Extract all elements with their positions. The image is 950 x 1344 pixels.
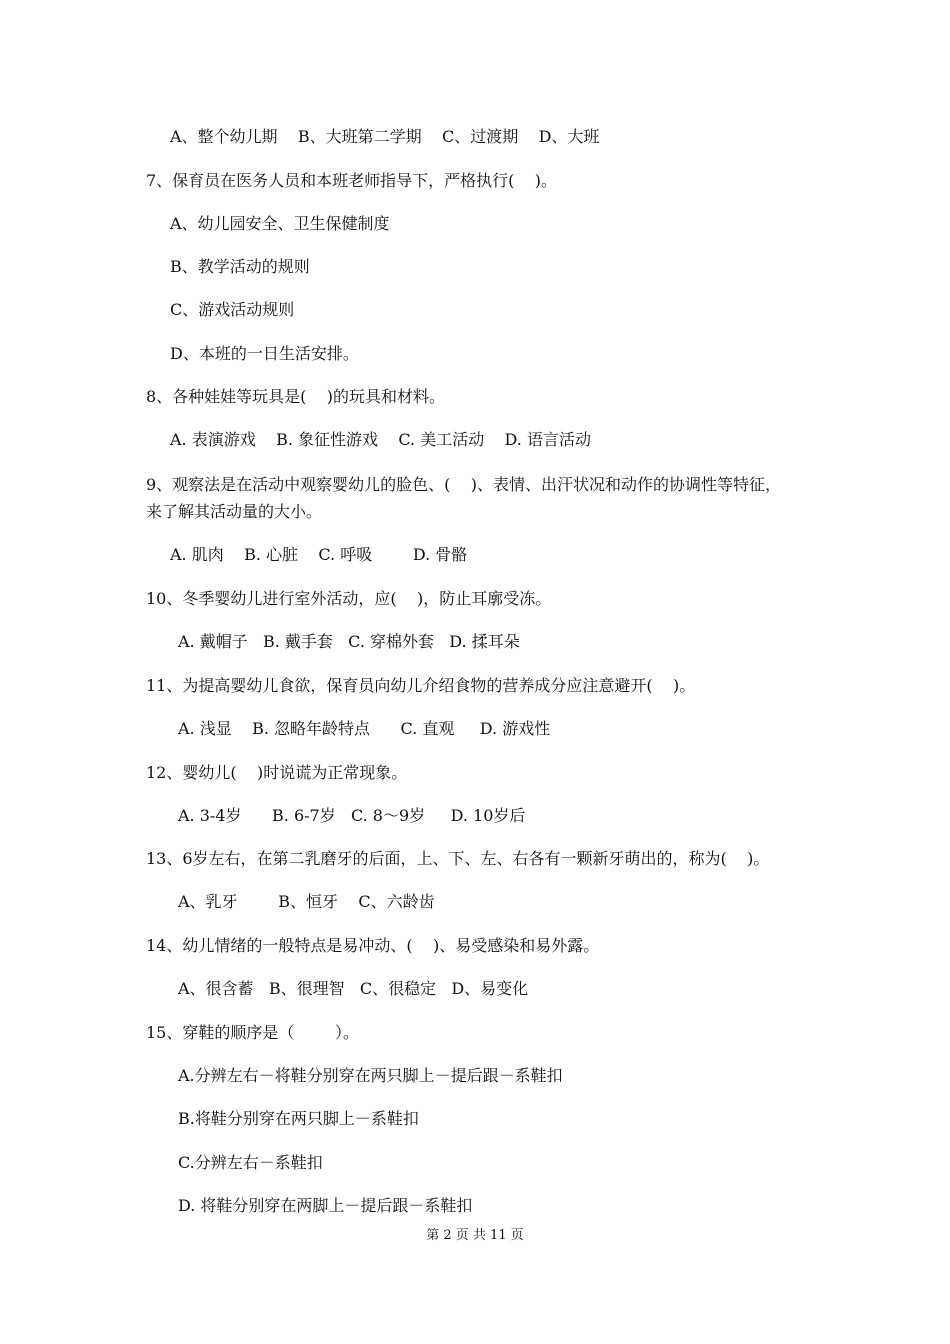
q11-options: A. 浅显 B. 忽略年龄特点 C. 直观 D. 游戏性 [178, 719, 551, 738]
q8-options: A. 表演游戏 B. 象征性游戏 C. 美工活动 D. 语言活动 [170, 430, 591, 449]
question-8: 8、各种娃娃等玩具是( )的玩具和材料。 [146, 387, 446, 406]
q15-option-a: A.分辨左右－将鞋分别穿在两只脚上－提后跟－系鞋扣 [178, 1066, 563, 1085]
question-14: 14、幼儿情绪的一般特点是易冲动、( )、易受感染和易外露。 [146, 936, 600, 955]
q7-option-d: D、本班的一日生活安排。 [170, 344, 359, 363]
question-13: 13、6岁左右，在第二乳磨牙的后面，上、下、左、右各有一颗新牙萌出的，称为( )。 [146, 849, 770, 868]
question-7: 7、保育员在医务人员和本班老师指导下，严格执行( )。 [146, 171, 558, 190]
q6-options: A、整个幼儿期 B、大班第二学期 C、过渡期 D、大班 [170, 127, 600, 146]
q12-options: A. 3-4岁 B. 6-7岁 C. 8～9岁 D. 10岁后 [178, 806, 526, 825]
question-10: 10、冬季婴幼儿进行室外活动，应( )，防止耳廓受冻。 [146, 589, 552, 608]
q10-options: A. 戴帽子 B. 戴手套 C. 穿棉外套 D. 揉耳朵 [178, 632, 520, 651]
q7-option-a: A、幼儿园安全、卫生保健制度 [170, 214, 390, 233]
page-footer: 第 2 页 共 11 页 [426, 1228, 524, 1243]
q7-option-b: B、教学活动的规则 [170, 257, 310, 276]
question-15: 15、穿鞋的顺序是（ ）。 [146, 1023, 360, 1042]
q7-option-c: C、游戏活动规则 [170, 300, 295, 319]
q14-options: A、很含蓄 B、很理智 C、很稳定 D、易变化 [178, 979, 529, 998]
question-11: 11、为提高婴幼儿食欲，保育员向幼儿介绍食物的营养成分应注意避开( )。 [146, 676, 696, 695]
question-9-line-2: 来了解其活动量的大小。 [146, 502, 323, 521]
q15-option-b: B.将鞋分别穿在两只脚上－系鞋扣 [178, 1109, 419, 1128]
question-9-line-1: 9、观察法是在活动中观察婴幼儿的脸色、( )、表情、出汗状况和动作的协调性等特征， [146, 475, 782, 494]
q15-option-d: D. 将鞋分别穿在两脚上－提后跟－系鞋扣 [178, 1196, 473, 1215]
q9-options: A. 肌肉 B. 心脏 C. 呼吸 D. 骨骼 [170, 545, 468, 564]
question-12: 12、婴幼儿( )时说谎为正常现象。 [146, 763, 408, 782]
q15-option-c: C.分辨左右－系鞋扣 [178, 1153, 323, 1172]
q13-options: A、乳牙 B、恒牙 C、六龄齿 [178, 892, 435, 911]
